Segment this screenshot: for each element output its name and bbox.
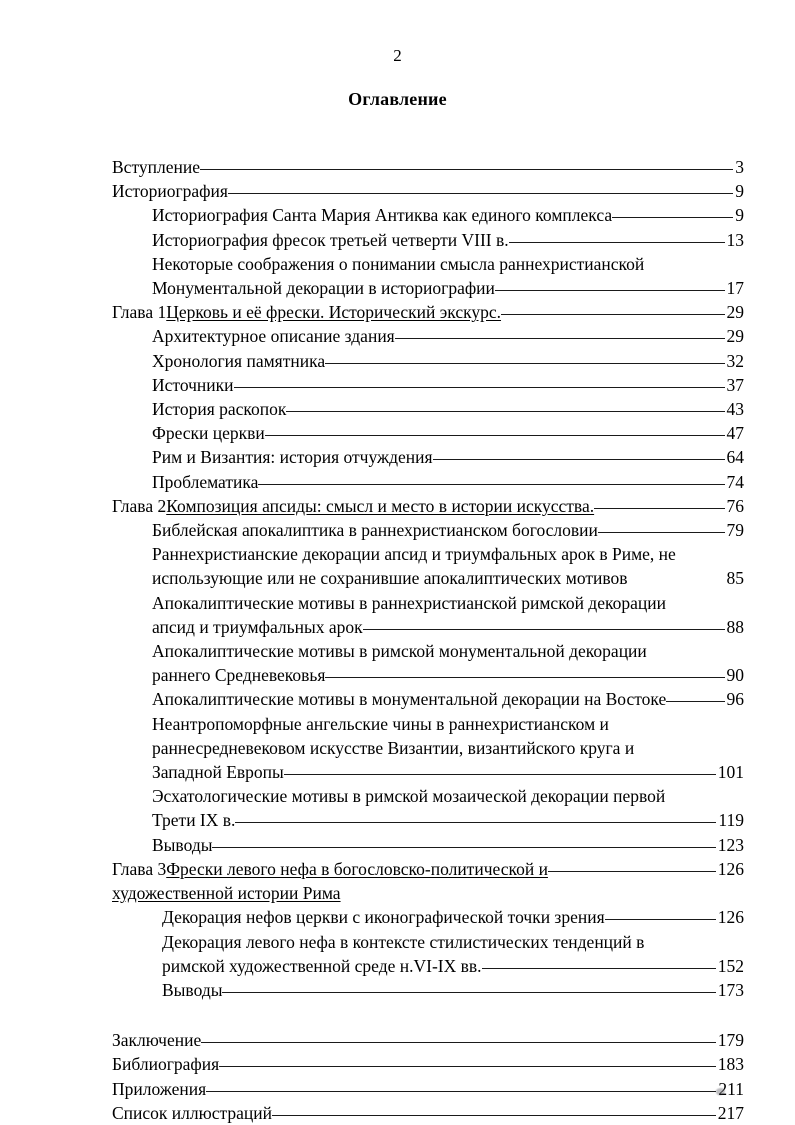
- toc-entry-title: Выводы: [152, 834, 213, 855]
- toc-leader: [222, 978, 715, 996]
- toc-entry-title: Фрески левого нефа в богословско-политической и: [166, 858, 548, 879]
- toc-entry-title: Эсхатологические мотивы в римской мозаической декорации первой: [152, 786, 666, 807]
- toc-page-number: 17: [726, 278, 744, 299]
- toc-leader: [219, 1053, 716, 1071]
- toc-entry-title: раннего Средневековья: [152, 665, 326, 686]
- toc-page-number: 123: [717, 834, 744, 855]
- toc-leader: [644, 252, 742, 270]
- toc-entry-prilozheniya[interactable]: [112, 1077, 744, 1101]
- toc-entry-title: использующие или не сохранившие апокалиптических мотивов: [152, 568, 628, 589]
- toc-entry-title: Фрески церкви: [152, 423, 265, 444]
- toc-page-number: 9: [735, 205, 744, 226]
- toc-entry-neantropomorfnye-l2[interactable]: [112, 736, 744, 760]
- toc-entry-glava-1[interactable]: [112, 300, 744, 324]
- toc-leader: [258, 470, 724, 488]
- toc-entry-title: Трети IX в.: [152, 810, 236, 831]
- toc-leader: [612, 204, 733, 222]
- toc-page-number: 74: [726, 471, 744, 492]
- toc-entry-title: Историография: [112, 181, 228, 202]
- toc-page-number: 179: [717, 1030, 744, 1051]
- toc-leader: [666, 591, 742, 609]
- toc-entry-title: Выводы: [162, 979, 223, 1000]
- toc-page-number: 3: [735, 157, 744, 177]
- toc-entry-istoriya-raskopok[interactable]: [112, 397, 744, 421]
- toc-page-number: 47: [726, 423, 744, 444]
- toc-page-number: 152: [717, 955, 744, 976]
- toc-entry-title: Список иллюстраций: [112, 1102, 272, 1123]
- toc-page-number: 173: [717, 979, 744, 1000]
- toc-leader: [325, 664, 724, 682]
- toc-entry-rannehristianskie-dekoracii-l2[interactable]: [112, 566, 744, 590]
- toc-entry-title: История раскопок: [152, 399, 287, 420]
- toc-page-number: 43: [726, 399, 744, 420]
- toc-entry-eshatologicheskie-l1[interactable]: [112, 784, 744, 808]
- toc-entry-title: Рим и Византия: история отчуждения: [152, 447, 433, 468]
- toc-leader: [433, 446, 725, 464]
- toc-page-number: 96: [726, 689, 744, 710]
- toc-page-number: 126: [717, 858, 744, 879]
- toc-page-number: 85: [726, 568, 744, 589]
- toc-entry-title: Библейская апокалиптика в раннехристианском богословии: [152, 520, 598, 541]
- toc-entry-dekoraciya-nefov[interactable]: [112, 905, 744, 929]
- toc-entry-title: Апокалиптические мотивы в монументальной декорации на Востоке: [152, 689, 667, 710]
- toc-entry-spisok-illyustracij[interactable]: [112, 1101, 744, 1125]
- toc-entry-bibliografiya[interactable]: [112, 1052, 744, 1076]
- toc-entry-title: Проблематика: [152, 471, 259, 492]
- toc-entry-istoriografiya-santa-maria[interactable]: [112, 203, 744, 227]
- toc-page-number: 29: [726, 302, 744, 323]
- toc-entry-title: Приложения: [112, 1078, 207, 1099]
- toc-leader: [605, 906, 716, 924]
- toc-entry-title: Неантропоморфные ангельские чины в раннехристианском и: [152, 713, 609, 734]
- toc-spacer: [112, 1002, 744, 1028]
- toc-page-number: 211: [718, 1078, 744, 1099]
- toc-page-number: 32: [726, 350, 744, 371]
- toc-leader: [363, 615, 725, 633]
- toc-leader: [594, 494, 724, 512]
- toc-entry-apokalipticheskie-rimskoj-l2[interactable]: [112, 615, 744, 639]
- toc-entry-hronologiya-pamyatnika[interactable]: [112, 349, 744, 373]
- toc-leader: [206, 1077, 716, 1095]
- toc-entry-eshatologicheskie-l2[interactable]: [112, 808, 744, 832]
- toc-page-number: 88: [726, 616, 744, 637]
- toc-leader: [284, 761, 716, 779]
- toc-entry-vyvody-3[interactable]: [112, 978, 744, 1002]
- toc-leader: [509, 228, 725, 246]
- toc-entry-title: Историография фресок третьей четверти VIII в.: [152, 229, 509, 250]
- toc-page-number: 126: [717, 907, 744, 928]
- toc-chapter-prefix: Глава 3: [112, 858, 167, 879]
- toc-entry-apokalipticheskie-rimskoj-l1[interactable]: [112, 591, 744, 615]
- toc-entry-freski-cerkvi[interactable]: [112, 421, 744, 445]
- toc-entry-apokalipticheskie-vostoke[interactable]: [112, 687, 744, 711]
- toc-entry-title: Заключение: [112, 1030, 202, 1051]
- toc-leader: [598, 519, 725, 537]
- toc-entry-biblejskaya-apokaliptika[interactable]: [112, 518, 744, 542]
- toc-entry-title: Декорация левого нефа в контексте стилистических тенденций в: [162, 931, 645, 952]
- toc-entry-title: Церковь и её фрески. Исторический экскурс.: [166, 302, 502, 323]
- toc-entry-neantropomorfnye-l3[interactable]: [112, 760, 744, 784]
- toc-entry-apokalipticheskie-monumentalnoj-l2[interactable]: [112, 663, 744, 687]
- toc-entry-problematika[interactable]: [112, 470, 744, 494]
- toc-entry-apokalipticheskie-monumentalnoj-l1[interactable]: [112, 639, 744, 663]
- toc-page-number: 90: [726, 665, 744, 686]
- toc-entry-istoriografiya-fresok[interactable]: [112, 228, 744, 252]
- toc-leader: [201, 1029, 716, 1047]
- toc-leader: [272, 1101, 716, 1119]
- toc-page-number: 64: [726, 447, 744, 468]
- toc-entry-rim-i-vizantiya[interactable]: [112, 445, 744, 469]
- toc-leader: [200, 156, 733, 174]
- toc-entry-istochniki[interactable]: [112, 373, 744, 397]
- toc-entry-title: Декорация нефов церкви с иконографической точки зрения: [162, 907, 605, 928]
- toc-entry-title: Монументальной декорации в историографии: [152, 278, 495, 299]
- toc-entry-neantropomorfnye-l1[interactable]: [112, 712, 744, 736]
- toc-leader: [628, 567, 725, 585]
- toc-entry-title: художественной истории Рима: [112, 883, 341, 904]
- toc-leader: [609, 712, 742, 730]
- toc-leader: [234, 373, 725, 391]
- toc-entry-glava-3-l1[interactable]: [112, 857, 744, 881]
- toc-leader: [495, 277, 725, 295]
- page-number: 2: [393, 46, 402, 65]
- toc-entry-title: Библиография: [112, 1054, 220, 1075]
- toc-leader: [647, 640, 742, 658]
- toc-entry-title: раннесредневековом искусстве Византии, византийского круга и: [152, 737, 635, 758]
- toc-entry-vstuplenie[interactable]: [112, 155, 744, 179]
- toc-entry-arhitekturnoe-opisanie[interactable]: [112, 324, 744, 348]
- toc-page-number: 29: [726, 326, 744, 347]
- toc-chapter-prefix: Глава 1: [112, 302, 167, 323]
- toc-leader: [235, 809, 716, 827]
- toc-entry-title: римской художественной среде н.VI-IX вв.: [162, 955, 482, 976]
- toc-leader: [501, 301, 724, 319]
- toc-page-number: 217: [717, 1102, 744, 1123]
- toc-entry-istoriografiya[interactable]: [112, 179, 744, 203]
- toc-entry-title: Апокалиптические мотивы в раннехристианской римской декорации: [152, 592, 666, 613]
- toc-leader: [666, 688, 724, 706]
- toc-leader: [548, 857, 716, 875]
- toc-entry-title: Некоторые соображения о понимании смысла раннехристианской: [152, 253, 645, 274]
- toc-entry-title: Хронология памятника: [152, 350, 326, 371]
- toc-page-number: 79: [726, 520, 744, 541]
- toc-page-number: 13: [726, 229, 744, 250]
- toc-leader: [676, 543, 742, 561]
- toc-page-number: 76: [726, 495, 744, 516]
- page-title: Оглавление: [348, 89, 447, 109]
- toc-entry-dekoraciya-levogo-nefa-l2[interactable]: [112, 954, 744, 978]
- toc-entry-glava-3-l2[interactable]: [112, 881, 744, 905]
- toc-entry-title: Композиция апсиды: смысл и место в истории искусства.: [166, 495, 595, 516]
- toc-entry-dekoraciya-levogo-nefa-l1[interactable]: [112, 930, 744, 954]
- toc-entry-nekotorye-soobrazheniya-l2[interactable]: [112, 276, 744, 300]
- toc-leader: [212, 833, 715, 851]
- toc-page-number: 101: [717, 762, 744, 783]
- toc-page-number: 183: [717, 1054, 744, 1075]
- toc-leader: [286, 398, 724, 416]
- toc-leader: [665, 785, 742, 803]
- toc-entry-title: Вступление: [112, 157, 200, 177]
- toc-leader: [482, 954, 716, 972]
- toc-entry-glava-2[interactable]: [112, 494, 744, 518]
- toc-leader: [228, 180, 733, 198]
- toc-leader: [265, 422, 725, 440]
- toc-leader: [644, 930, 742, 948]
- toc-entry-vyvody-2[interactable]: [112, 833, 744, 857]
- toc-page-number: 119: [718, 810, 744, 831]
- table-of-contents: [112, 155, 744, 1125]
- toc-entry-zaklyuchenie[interactable]: [112, 1028, 744, 1052]
- toc-entry-rannehristianskie-dekoracii-l1[interactable]: [112, 542, 744, 566]
- toc-leader: [341, 882, 742, 900]
- toc-entry-title: Западной Европы: [152, 762, 284, 783]
- toc-entry-title: Источники: [152, 374, 234, 395]
- toc-leader: [325, 349, 724, 367]
- toc-leader: [634, 736, 742, 754]
- toc-page-number: 9: [735, 181, 744, 202]
- toc-entry-title: Раннехристианские декорации апсид и триумфальных арок в Риме, не: [152, 544, 676, 565]
- toc-entry-title: Апокалиптические мотивы в римской монументальной декорации: [152, 641, 647, 662]
- toc-entry-nekotorye-soobrazheniya-l1[interactable]: [112, 252, 744, 276]
- toc-entry-title: апсид и триумфальных арок: [152, 616, 363, 637]
- toc-page-number: 37: [726, 374, 744, 395]
- toc-chapter-prefix: Глава 2: [112, 495, 167, 516]
- toc-entry-title: Архитектурное описание здания: [152, 326, 395, 347]
- toc-leader: [395, 325, 725, 343]
- toc-entry-title: Историография Санта Мария Антиква как единого комплекса: [152, 205, 613, 226]
